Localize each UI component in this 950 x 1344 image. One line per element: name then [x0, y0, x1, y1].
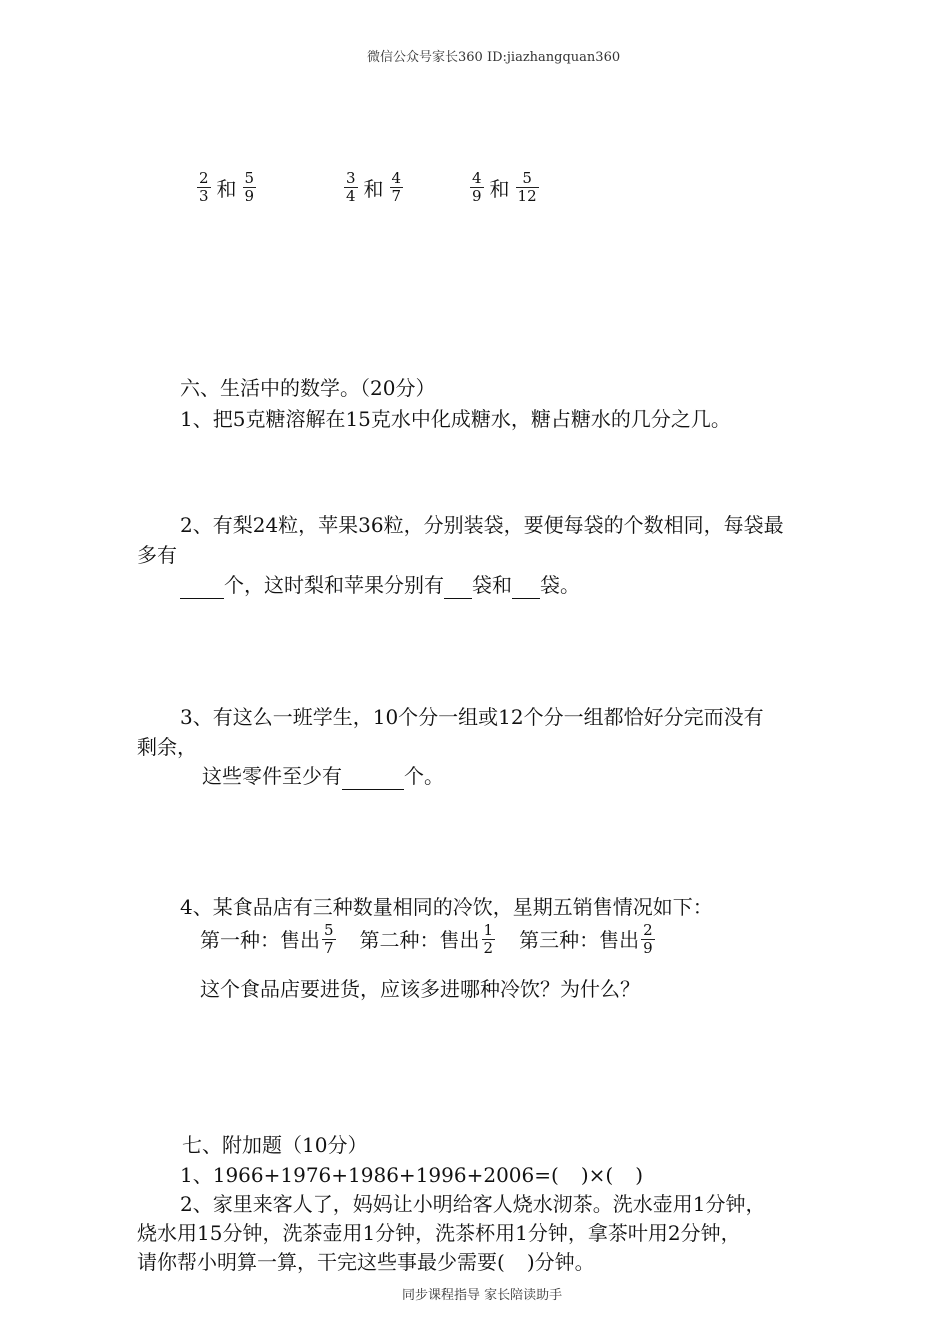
question-6-4-sales [200, 922, 657, 957]
sales-item-2 [360, 922, 498, 957]
text: 个，这时梨和苹果分别有 [224, 573, 444, 597]
numerator: 5 [522, 169, 532, 187]
denominator: 3 [199, 187, 209, 205]
fraction [390, 170, 404, 205]
question-6-2-line2: 多有 [137, 543, 177, 567]
fraction [641, 922, 655, 957]
sales-item-1 [200, 922, 338, 957]
question-7-2-line1: 2、家里来客人了，妈妈让小明给客人烧水沏茶。洗水壶用1分钟， [180, 1192, 766, 1216]
connector: 和 [216, 177, 237, 201]
text: 1、1966+1976+1986+1996+2006=( [180, 1163, 559, 1187]
denominator: 9 [643, 939, 653, 957]
answer-blank[interactable] [180, 578, 224, 599]
answer-blank[interactable] [342, 769, 404, 790]
denominator: 9 [244, 187, 255, 205]
connector: 和 [363, 177, 384, 201]
text: )分钟。 [526, 1250, 595, 1274]
question-6-2-line3 [180, 571, 580, 599]
text: ) [635, 1163, 643, 1187]
answer-blank[interactable] [444, 578, 472, 599]
text: 请你帮小明算一算，干完这些事最少需要( [137, 1250, 505, 1274]
question-6-3-line1: 3、有这么一班学生，10个分一组或12个分一组都恰好分完而没有 [180, 705, 764, 729]
numerator: 5 [244, 169, 255, 187]
question-6-4-line3: 这个食品店要进货，应该多进哪种冷饮？为什么？ [200, 977, 640, 1001]
text: 袋和 [472, 573, 512, 597]
fraction [470, 170, 484, 205]
fraction-pair-3 [468, 170, 541, 205]
numerator: 4 [391, 169, 402, 187]
numerator: 4 [472, 169, 482, 187]
section-title-6: 六、生活中的数学。（20分） [180, 376, 436, 400]
text: 个。 [404, 764, 444, 788]
numerator: 1 [483, 921, 494, 939]
numerator: 5 [324, 921, 334, 939]
sales-label: 第一种：售出 [200, 927, 320, 952]
numerator: 3 [346, 169, 356, 187]
question-6-4-line1: 4、某食品店有三种数量相同的冷饮，星期五销售情况如下： [180, 895, 713, 919]
question-7-2-line3 [137, 1248, 595, 1276]
denominator: 7 [324, 939, 334, 957]
numerator: 2 [643, 921, 653, 939]
sales-label: 第三种：售出 [519, 927, 640, 952]
sales-item-3 [519, 922, 657, 957]
answer-blank[interactable] [512, 578, 540, 599]
fraction [344, 170, 358, 205]
fraction [243, 170, 257, 205]
connector: 和 [489, 177, 510, 201]
denominator: 7 [391, 187, 402, 205]
denominator: 2 [483, 939, 494, 957]
denominator: 9 [472, 187, 482, 205]
question-6-3-line2: 剩余， [137, 735, 197, 759]
fraction [197, 170, 211, 205]
fraction-pair-1 [195, 170, 258, 205]
page-footer: 同步课程指导 家长陪读助手 [402, 1288, 563, 1303]
question-6-3-line3 [202, 762, 444, 790]
fraction [516, 170, 539, 205]
fraction [482, 922, 496, 957]
denominator: 4 [346, 187, 356, 205]
numerator: 2 [199, 169, 209, 187]
fraction [322, 922, 336, 957]
question-6-1: 1、把5克糖溶解在15克水中化成糖水，糖占糖水的几分之几。 [180, 407, 731, 431]
section-title-7: 七、附加题（10分） [182, 1133, 368, 1157]
page-header: 微信公众号家长360 ID:jiazhangquan360 [367, 50, 621, 65]
question-6-2-line1: 2、有梨24粒，苹果36粒，分别装袋，要便每袋的个数相同，每袋最 [180, 513, 784, 537]
question-7-2-line2: 烧水用15分钟，洗茶壶用1分钟，洗茶杯用1分钟，拿茶叶用2分钟， [137, 1221, 741, 1245]
text: 这些零件至少有 [202, 764, 342, 788]
sales-label: 第二种：售出 [359, 927, 480, 952]
fraction-pair-2 [342, 170, 405, 205]
text: 袋。 [540, 573, 580, 597]
question-7-1 [180, 1161, 643, 1189]
text: )×( [580, 1163, 614, 1187]
denominator: 12 [517, 187, 537, 205]
